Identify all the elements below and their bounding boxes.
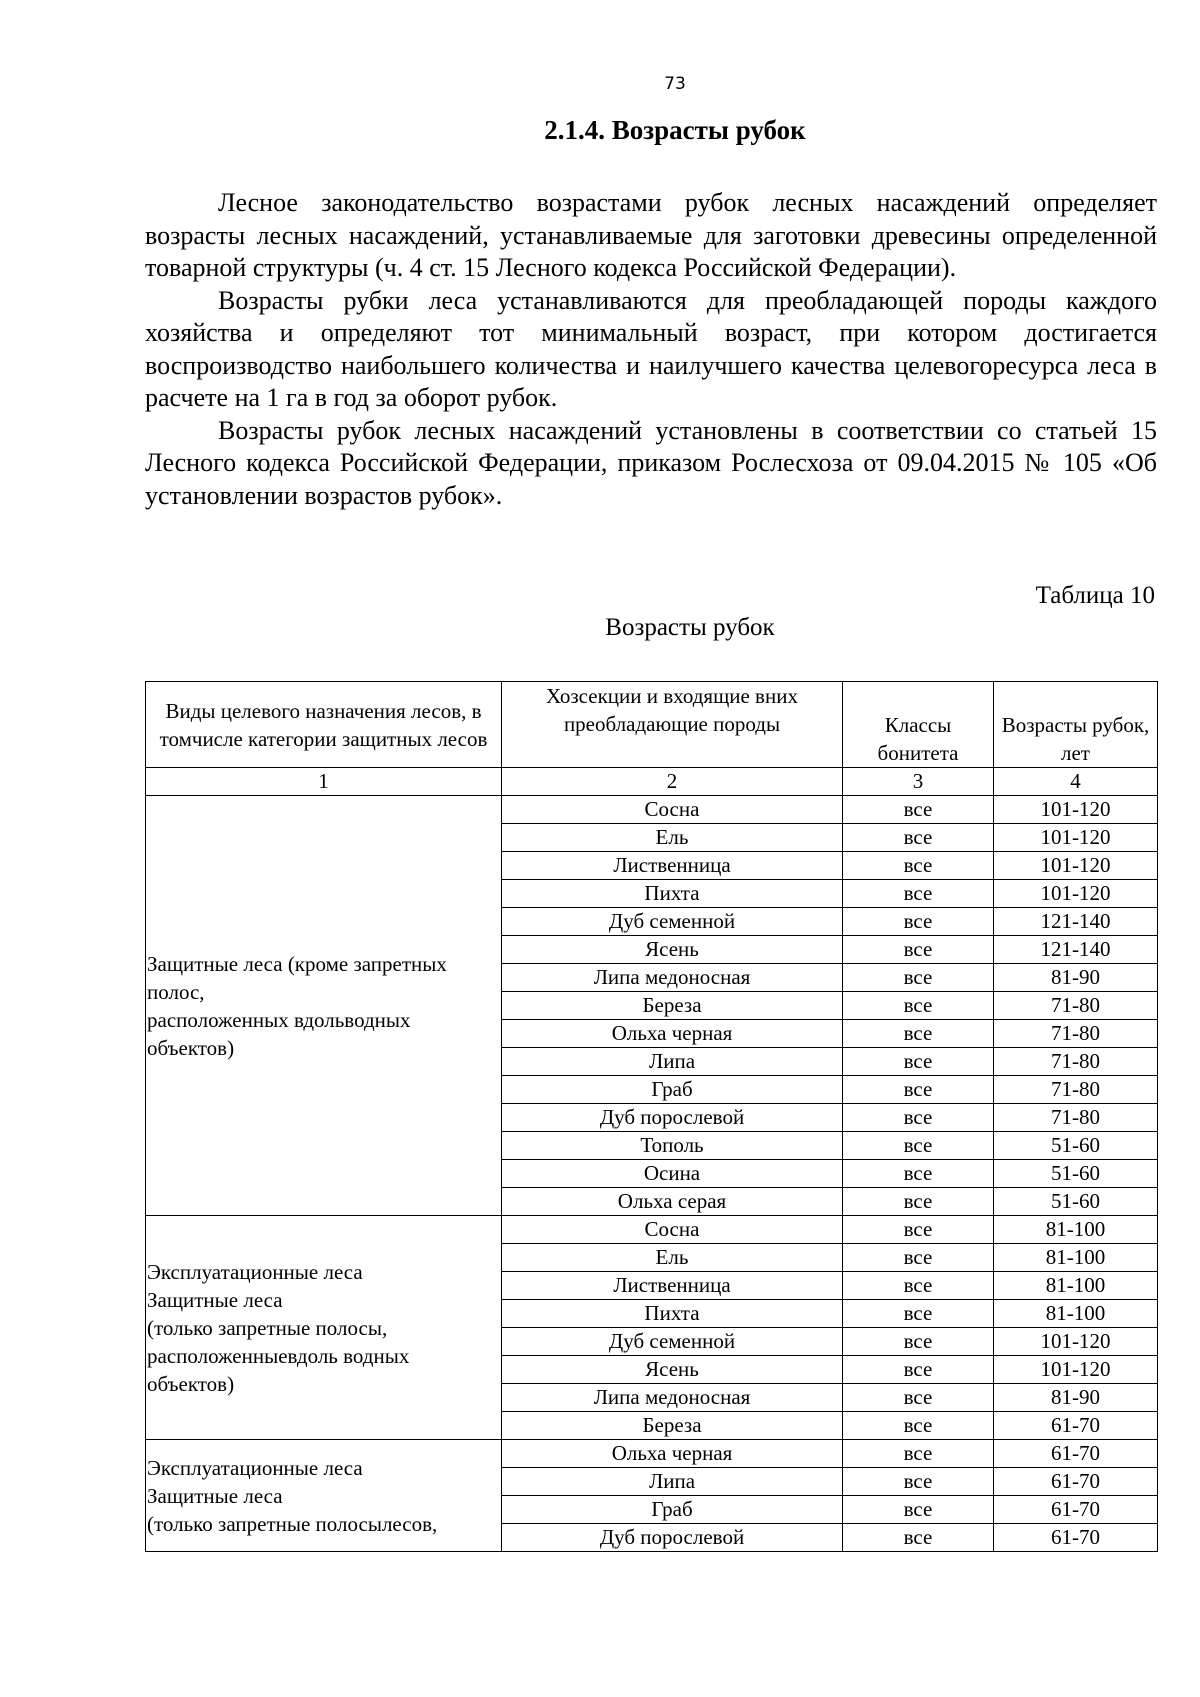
species-cell: Дуб порослевой bbox=[502, 1104, 843, 1132]
paragraph: Возрасты рубок лесных насаждений установлены в соответствии со статьей 15 Лесного кодекса Российской Федерации, приказом Рослесхоза от 09.04.2015 № 105 «Об установлении возрастов рубок». bbox=[145, 415, 1157, 510]
cutting-age-table bbox=[145, 681, 1158, 1552]
cutting-age-cell: 101-120 bbox=[994, 852, 1158, 880]
site-class-cell: все bbox=[843, 1188, 994, 1216]
species-cell: Ель bbox=[502, 824, 843, 852]
species-cell: Пихта bbox=[502, 1300, 843, 1328]
paragraph: Возрасты рубки леса устанавливаются для преобладающей породы каждого хозяйства и определяют тот минимальный возраст, при котором достигается воспроизводство наибольшего количества и наилучшего качества целевогоресурса леса в расчете на 1 га в год за оборот рубок. bbox=[145, 285, 1157, 412]
species-cell: Липа медоносная bbox=[502, 964, 843, 992]
cutting-age-cell: 61-70 bbox=[994, 1468, 1158, 1496]
site-class-cell: все bbox=[843, 824, 994, 852]
site-class-cell: все bbox=[843, 992, 994, 1020]
cutting-age-cell: 61-70 bbox=[994, 1496, 1158, 1524]
column-number-cell: 1 bbox=[146, 768, 502, 796]
section-heading: 2.1.4. Возрасты рубок bbox=[544, 115, 806, 145]
cutting-age-cell: 61-70 bbox=[994, 1440, 1158, 1468]
column-number-cell: 4 bbox=[994, 768, 1158, 796]
forest-category-cell bbox=[146, 796, 502, 1216]
cutting-age-cell: 81-90 bbox=[994, 964, 1158, 992]
cutting-age-cell: 51-60 bbox=[994, 1188, 1158, 1216]
cutting-age-cell: 61-70 bbox=[994, 1412, 1158, 1440]
forest-category-line: полос, bbox=[147, 979, 205, 1004]
species-cell: Граб bbox=[502, 1076, 843, 1104]
species-cell: Ясень bbox=[502, 936, 843, 964]
species-cell: Липа bbox=[502, 1048, 843, 1076]
table-row bbox=[146, 1216, 1158, 1244]
cutting-age-cell: 71-80 bbox=[994, 992, 1158, 1020]
header-cell: Классы бонитета bbox=[843, 682, 994, 768]
cutting-age-cell: 51-60 bbox=[994, 1132, 1158, 1160]
forest-category-cell bbox=[146, 1216, 502, 1440]
forest-category-line: (только запретные полосы, bbox=[147, 1315, 388, 1340]
site-class-cell: все bbox=[843, 908, 994, 936]
site-class-cell: все bbox=[843, 852, 994, 880]
cutting-age-cell: 101-120 bbox=[994, 824, 1158, 852]
species-cell: Липа bbox=[502, 1468, 843, 1496]
forest-category-line: расположенныевдоль водных bbox=[147, 1343, 410, 1368]
site-class-cell: все bbox=[843, 1020, 994, 1048]
species-cell: Ольха черная bbox=[502, 1020, 843, 1048]
cutting-age-cell: 101-120 bbox=[994, 796, 1158, 824]
column-number-row bbox=[146, 768, 1158, 796]
forest-category-cell bbox=[146, 1440, 502, 1552]
table-label: Таблица 10 bbox=[1035, 582, 1155, 609]
header-cell: Возрасты рубок, лет bbox=[994, 682, 1158, 768]
species-cell: Дуб семенной bbox=[502, 1328, 843, 1356]
cutting-age-cell: 71-80 bbox=[994, 1020, 1158, 1048]
species-cell: Лиственница bbox=[502, 1272, 843, 1300]
site-class-cell: все bbox=[843, 1048, 994, 1076]
site-class-cell: все bbox=[843, 1356, 994, 1384]
site-class-cell: все bbox=[843, 1076, 994, 1104]
species-cell: Лиственница bbox=[502, 852, 843, 880]
site-class-cell: все bbox=[843, 1496, 994, 1524]
site-class-cell: все bbox=[843, 964, 994, 992]
cutting-age-cell: 81-100 bbox=[994, 1216, 1158, 1244]
site-class-cell: все bbox=[843, 1104, 994, 1132]
forest-category-line: объектов) bbox=[147, 1035, 235, 1060]
site-class-cell: все bbox=[843, 1132, 994, 1160]
species-cell: Сосна bbox=[502, 796, 843, 824]
cutting-age-cell: 81-100 bbox=[994, 1244, 1158, 1272]
site-class-cell: все bbox=[843, 880, 994, 908]
cutting-age-cell: 61-70 bbox=[994, 1524, 1158, 1552]
cutting-age-cell: 71-80 bbox=[994, 1104, 1158, 1132]
species-cell: Тополь bbox=[502, 1132, 843, 1160]
site-class-cell: все bbox=[843, 1160, 994, 1188]
species-cell: Ель bbox=[502, 1244, 843, 1272]
table-row bbox=[146, 1440, 1158, 1468]
species-cell: Ясень bbox=[502, 1356, 843, 1384]
species-cell: Дуб семенной bbox=[502, 908, 843, 936]
forest-category-line: Защитные леса bbox=[147, 1287, 283, 1312]
header-cell: Хозсекции и входящие вних преобладающие породы bbox=[502, 682, 843, 768]
cutting-age-cell: 71-80 bbox=[994, 1076, 1158, 1104]
site-class-cell: все bbox=[843, 1412, 994, 1440]
forest-category-line: (только запретные полосылесов, bbox=[147, 1511, 438, 1536]
site-class-cell: все bbox=[843, 796, 994, 824]
site-class-cell: все bbox=[843, 1216, 994, 1244]
species-cell: Осина bbox=[502, 1160, 843, 1188]
species-cell: Ольха серая bbox=[502, 1188, 843, 1216]
cutting-age-cell: 121-140 bbox=[994, 908, 1158, 936]
cutting-age-cell: 101-120 bbox=[994, 1356, 1158, 1384]
species-cell: Дуб порослевой bbox=[502, 1524, 843, 1552]
forest-category-line: объектов) bbox=[147, 1371, 235, 1396]
species-cell: Береза bbox=[502, 1412, 843, 1440]
site-class-cell: все bbox=[843, 1468, 994, 1496]
site-class-cell: все bbox=[843, 1300, 994, 1328]
page-number: 73 bbox=[664, 74, 686, 94]
column-number-cell: 2 bbox=[502, 768, 843, 796]
table-title: Возрасты рубок bbox=[605, 614, 775, 641]
site-class-cell: все bbox=[843, 1272, 994, 1300]
cutting-age-cell: 81-100 bbox=[994, 1300, 1158, 1328]
column-number-cell: 3 bbox=[843, 768, 994, 796]
species-cell: Пихта bbox=[502, 880, 843, 908]
cutting-age-cell: 71-80 bbox=[994, 1048, 1158, 1076]
site-class-cell: все bbox=[843, 1524, 994, 1552]
site-class-cell: все bbox=[843, 936, 994, 964]
site-class-cell: все bbox=[843, 1244, 994, 1272]
species-cell: Сосна bbox=[502, 1216, 843, 1244]
site-class-cell: все bbox=[843, 1440, 994, 1468]
forest-category-line: Эксплуатационные леса bbox=[147, 1259, 363, 1284]
forest-category-line: расположенных вдольводных bbox=[147, 1007, 411, 1032]
cutting-age-cell: 101-120 bbox=[994, 1328, 1158, 1356]
cutting-age-cell: 81-90 bbox=[994, 1384, 1158, 1412]
cutting-age-cell: 81-100 bbox=[994, 1272, 1158, 1300]
cutting-age-cell: 121-140 bbox=[994, 936, 1158, 964]
table-header-row bbox=[146, 682, 1158, 768]
site-class-cell: все bbox=[843, 1384, 994, 1412]
cutting-age-cell: 51-60 bbox=[994, 1160, 1158, 1188]
species-cell: Липа медоносная bbox=[502, 1384, 843, 1412]
species-cell: Ольха черная bbox=[502, 1440, 843, 1468]
forest-category-line: Защитные леса bbox=[147, 1483, 283, 1508]
cutting-age-cell: 101-120 bbox=[994, 880, 1158, 908]
header-cell: Виды целевого назначения лесов, в томчисле категории защитных лесов bbox=[146, 682, 502, 768]
site-class-cell: все bbox=[843, 1328, 994, 1356]
body-text bbox=[145, 187, 1157, 512]
forest-category-line: Защитные леса (кроме запретных bbox=[147, 951, 447, 976]
table-row bbox=[146, 796, 1158, 824]
forest-category-line: Эксплуатационные леса bbox=[147, 1455, 363, 1480]
paragraph: Лесное законодательство возрастами рубок лесных насаждений определяет возрасты лесных насаждений, устанавливаемые для заготовки древесины определенной товарной структуры (ч. 4 ст. 15 Лесного кодекса Российской Федерации). bbox=[145, 188, 1157, 282]
species-cell: Граб bbox=[502, 1496, 843, 1524]
species-cell: Береза bbox=[502, 992, 843, 1020]
